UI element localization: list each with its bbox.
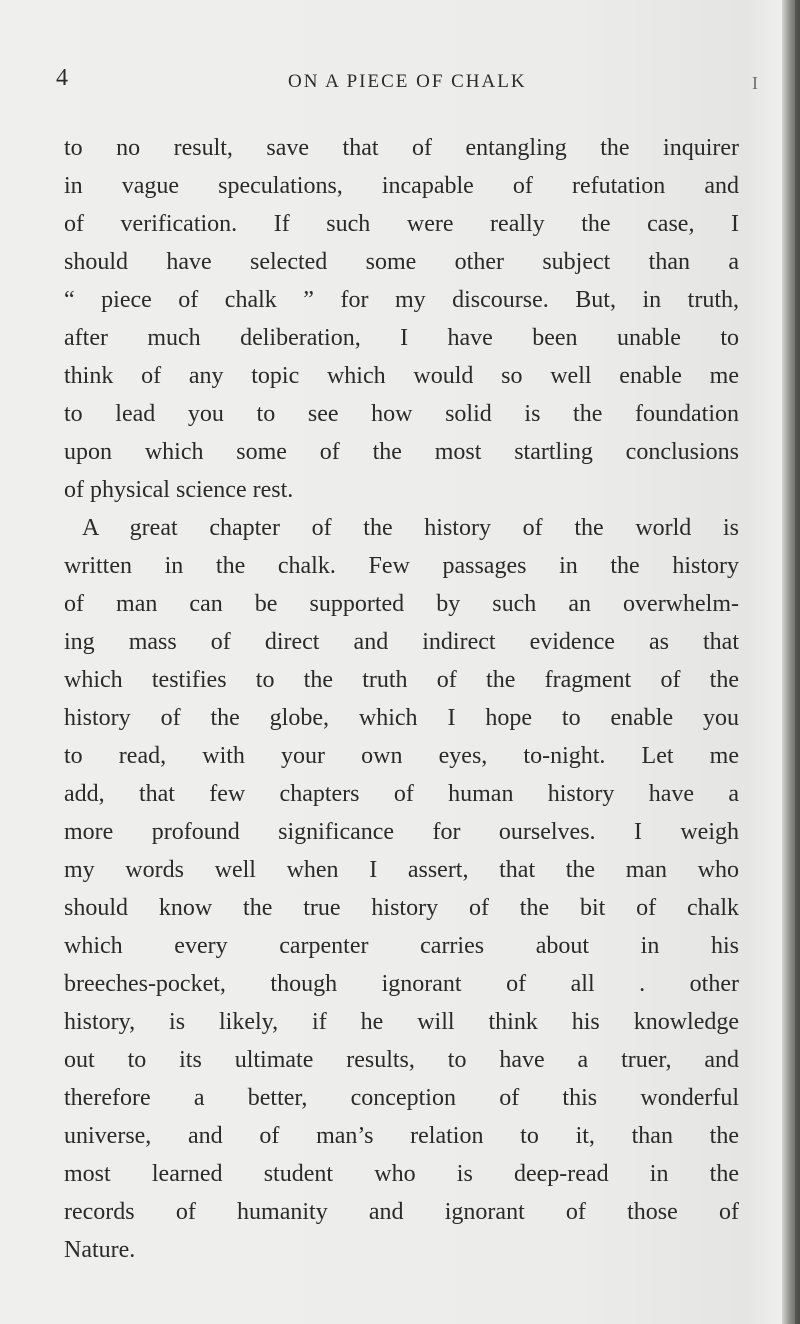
body-text [64,129,739,1269]
text-line: which testifies to the truth of the fragment of the [64,667,739,693]
paragraph-last-line: Nature. [64,1237,136,1263]
text-line: to lead you to see how solid is the foundation [64,401,739,427]
text-line: my words well when I assert, that the man who [64,857,739,883]
text-line: breeches-pocket, though ignorant of all . other [64,971,739,997]
paragraph-last-line: of physical science rest. [64,477,294,503]
text-line: should know the true history of the bit of chalk [64,895,739,921]
text-line: more profound significance for ourselves. I weigh [64,819,739,845]
text-line: written in the chalk. Few passages in the history [64,553,739,579]
page-header [56,64,758,100]
page-number: 4 [56,65,68,91]
text-line: universe, and of man’s relation to it, than the [64,1123,739,1149]
text-line: records of humanity and ignorant of those of [64,1199,739,1225]
text-line: add, that few chapters of human history have a [64,781,739,807]
margin-mark: I [752,73,758,93]
text-line: to read, with your own eyes, to-night. Let me [64,743,739,769]
text-line: history of the globe, which I hope to enable you [64,705,739,731]
paragraph-first-line: A great chapter of the history of the world is [82,515,739,541]
text-line: of verification. If such were really the case, I [64,211,739,237]
text-line: in vague speculations, incapable of refutation and [64,173,739,199]
text-line: after much deliberation, I have been unable to [64,325,739,351]
text-line: to no result, save that of entangling the inquirer [64,135,739,161]
text-line: of man can be supported by such an overwhelm- [64,591,739,617]
text-line: history, is likely, if he will think his knowledge [64,1009,739,1035]
text-line: ing mass of direct and indirect evidence as that [64,629,739,655]
text-line: “ piece of chalk ” for my discourse. But, in truth, [64,287,739,313]
text-line: upon which some of the most startling conclusions [64,439,739,465]
page-edge-shadow [782,0,800,1324]
text-line: should have selected some other subject than a [64,249,739,275]
text-line: think of any topic which would so well enable me [64,363,739,389]
text-line: most learned student who is deep-read in the [64,1161,739,1187]
running-head: ON A PIECE OF CHALK [288,71,527,92]
text-line: out to its ultimate results, to have a truer, and [64,1047,739,1073]
text-line: which every carpenter carries about in his [64,933,739,959]
text-line: therefore a better, conception of this wonderful [64,1085,739,1111]
